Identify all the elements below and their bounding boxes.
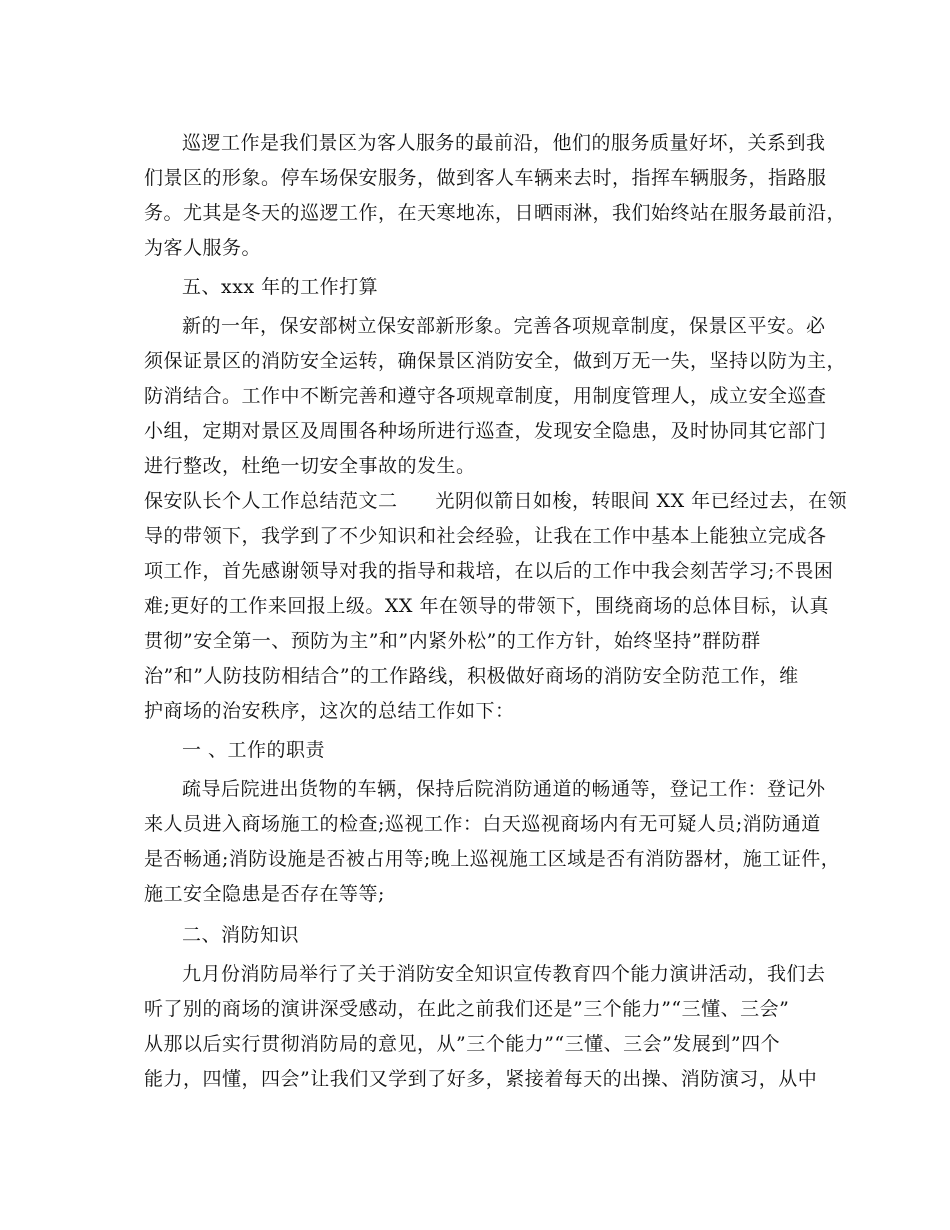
text-line: 须保证景区的消防安全运转，确保景区消防安全，做到万无一失，坚持以防为主， [144, 350, 847, 372]
text-line: 巡逻工作是我们景区为客人服务的最前沿，他们的服务质量好坏，关系到我 [182, 132, 826, 154]
section-heading-duties: 一 、工作的职责 [182, 739, 326, 761]
text-line: 项工作，首先感谢领导对我的指导和栽培，在以后的工作中我会刻苦学习;不畏困 [144, 560, 834, 582]
document-page [144, 126, 848, 1097]
document-title: 保安队长个人工作总结范文二 [144, 490, 398, 512]
section-heading-plan: 五、xxx 年的工作打算 [182, 276, 379, 298]
text-line: 能力，四懂，四会”让我们又学到了好多，紧接着每天的出操、消防演习，从中 [144, 1068, 818, 1090]
text-line: 光阴似箭日如梭，转眼间 XX 年已经过去，在领 [435, 490, 848, 512]
paragraph-new-year [144, 309, 847, 484]
text-line: 进行整改，杜绝一切安全事故的发生。 [144, 455, 476, 477]
text-line: 导的带领下，我学到了不少知识和社会经验，让我在工作中基本上能独立完成各 [144, 525, 827, 547]
text-line: 务。尤其是冬天的巡逻工作，在天寒地冻，日晒雨淋，我们始终站在服务最前沿， [144, 202, 847, 224]
text-line: 新的一年，保安部树立保安部新形象。完善各项规章制度，保景区平安。必 [182, 315, 826, 337]
text-line: 是否畅通;消防设施是否被占用等;晚上巡视施工区域是否有消防器材，施工证件， [144, 848, 841, 870]
paragraph-duties [144, 772, 841, 912]
paragraph-patrol [144, 126, 847, 266]
text-line: 们景区的形象。停车场保安服务，做到客人车辆来去时，指挥车辆服务，指路服 [144, 167, 827, 189]
text-line: 治”和”人防技防相结合”的工作路线，积极做好商场的消防安全防范工作，维 [144, 665, 799, 687]
paragraph-summary-intro [144, 484, 848, 729]
paragraph-fire-knowledge [144, 957, 826, 1097]
text-line: 为客人服务。 [144, 237, 262, 259]
text-line: 小组，定期对景区及周围各种场所进行巡查，发现安全隐患，及时协同其它部门 [144, 420, 827, 442]
text-line: 施工安全隐患是否存在等等; [144, 883, 385, 905]
text-line: 来人员进入商场施工的检查;巡视工作：白天巡视商场内有无可疑人员;消防通道 [144, 813, 821, 835]
text-line: 从那以后实行贯彻消防局的意见，从”三个能力”“三懂、三会”发展到”四个 [144, 1033, 781, 1055]
text-line: 九月份消防局举行了关于消防安全知识宣传教育四个能力演讲活动，我们去 [182, 963, 826, 985]
text-line: 防消结合。工作中不断完善和遵守各项规章制度，用制度管理人，成立安全巡查 [144, 385, 827, 407]
text-line: 护商场的治安秩序，这次的总结工作如下： [144, 700, 515, 722]
text-line: 难;更好的工作来回报上级。XX 年在领导的带领下，围绕商场的总体目标，认真 [144, 595, 829, 617]
section-heading-fire-knowledge: 二、消防知识 [182, 924, 300, 946]
text-line: 疏导后院进出货物的车辆，保持后院消防通道的畅通等，登记工作：登记外 [182, 778, 826, 800]
text-line: 听了别的商场的演讲深受感动，在此之前我们还是”三个能力”“三懂、三会” [144, 998, 790, 1020]
text-line: 贯彻”安全第一、预防为主”和”内紧外松”的工作方针，始终坚持”群防群 [144, 630, 761, 652]
